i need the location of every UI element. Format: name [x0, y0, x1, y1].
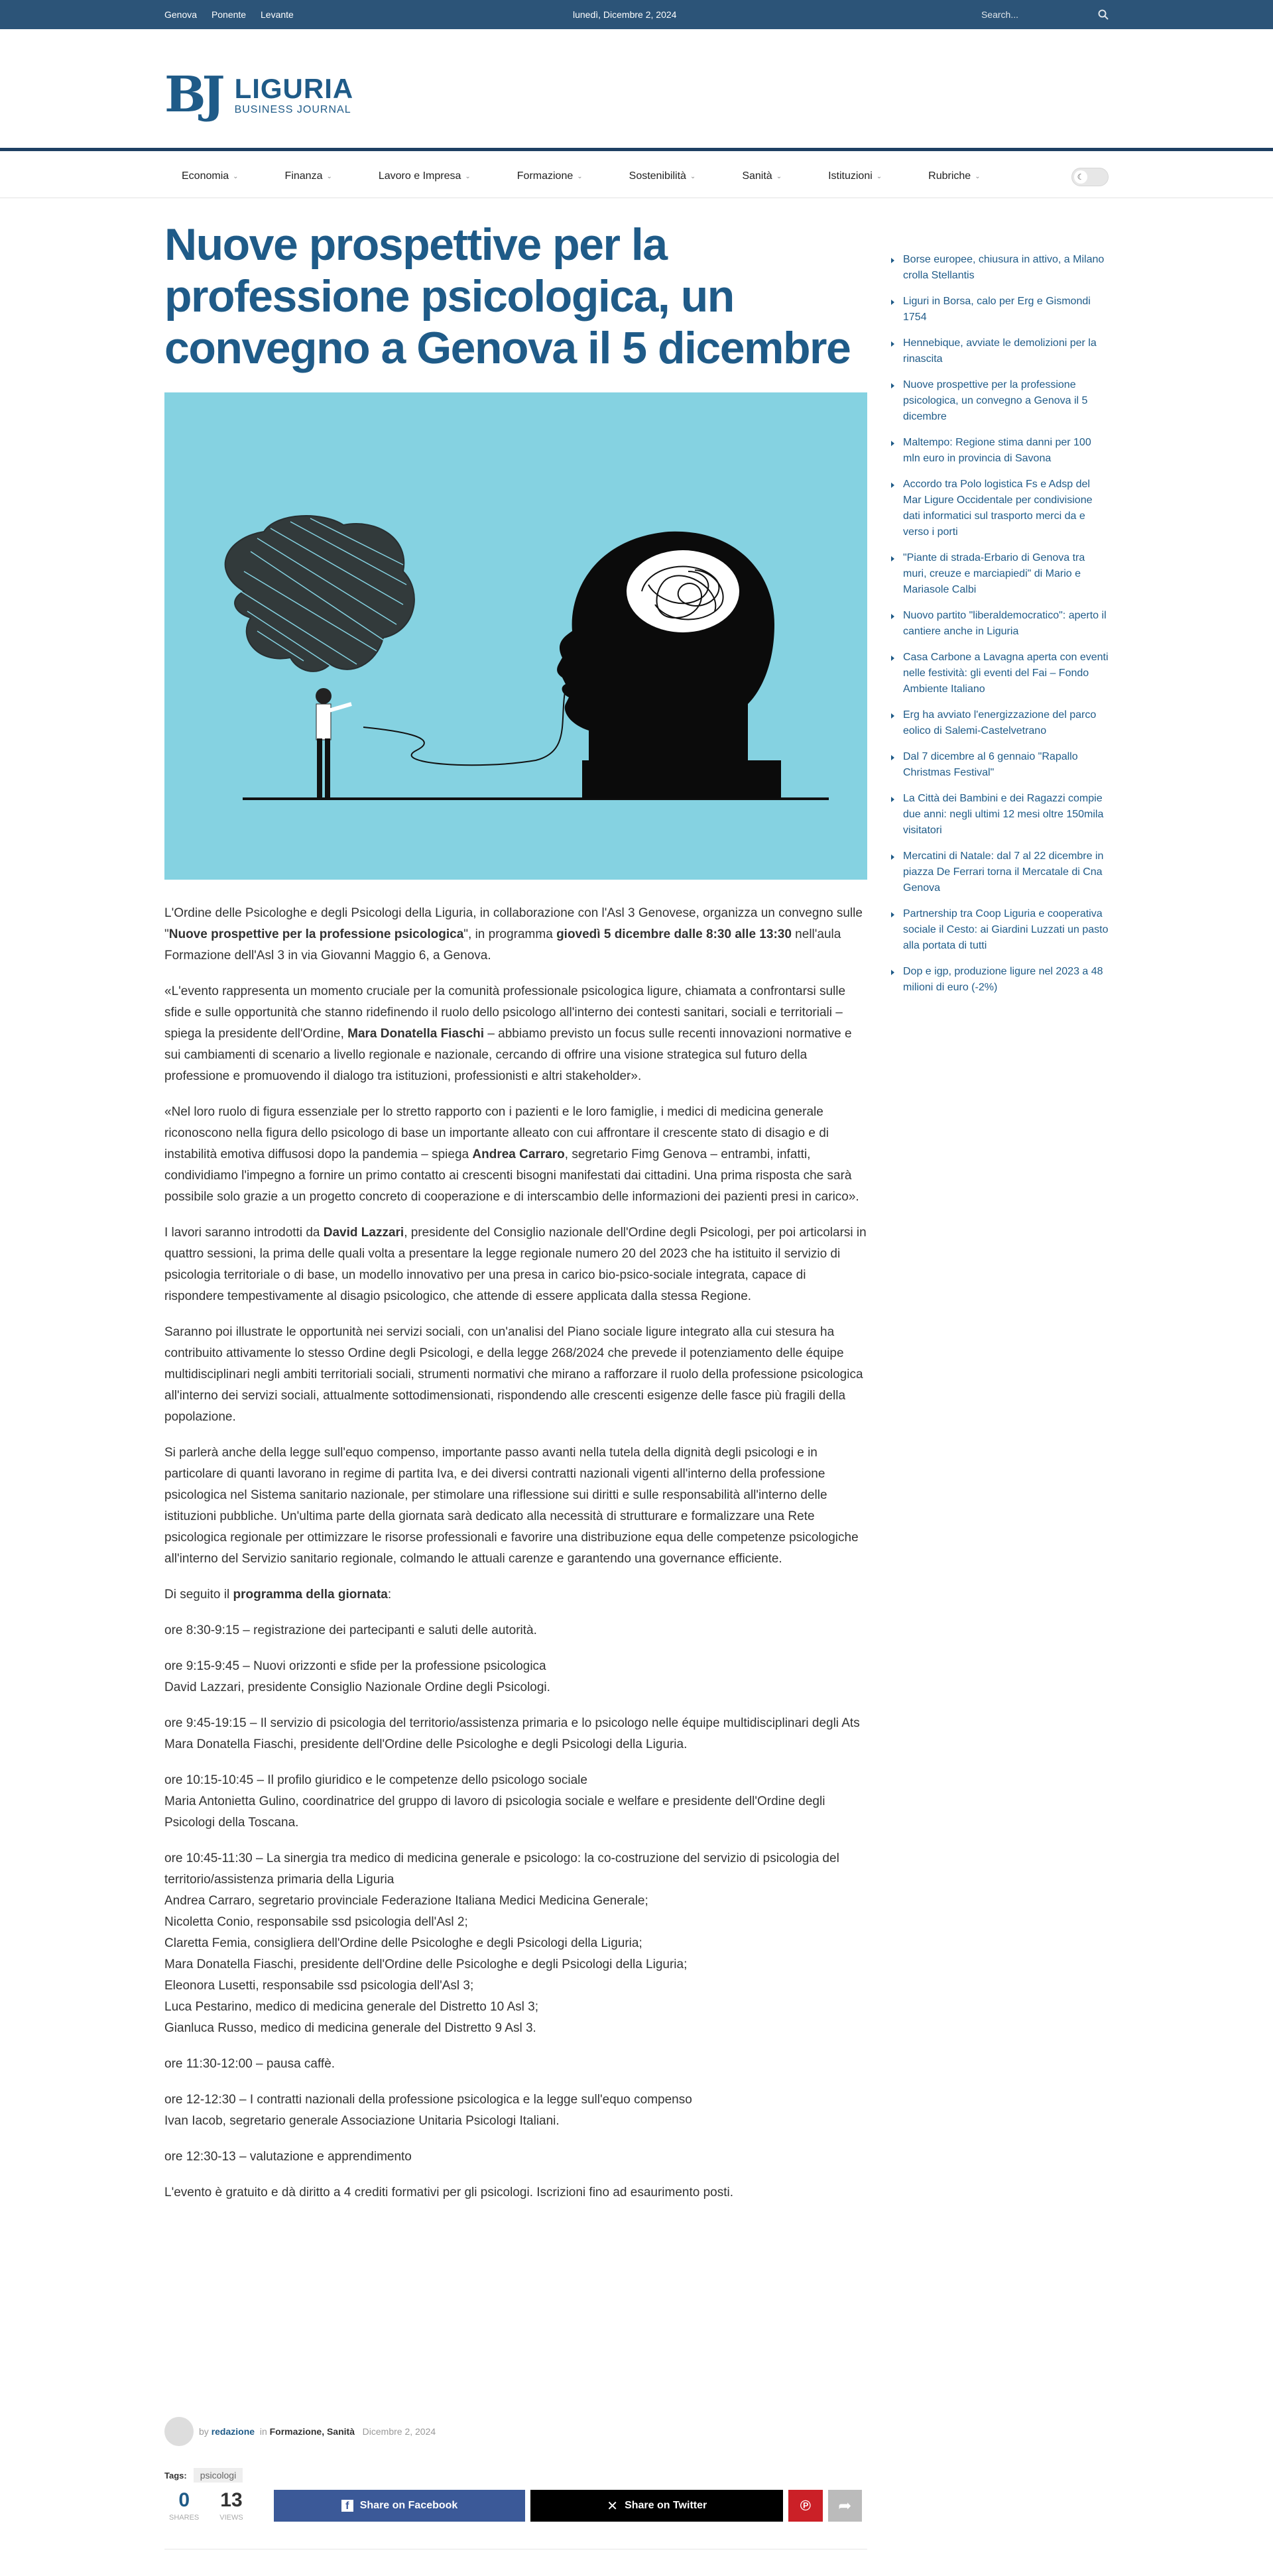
post-date: Dicembre 2, 2024 [362, 2426, 436, 2437]
avatar[interactable] [164, 2417, 194, 2446]
program-item: ore 9:45-19:15 – Il servizio di psicologia del territorio/assistenza primaria e lo psicologo nelle équipe multidisciplinari degli Ats Mara Donatella Fiaschi, presidente dell'Ordine delle Psicologhe e degli Psicologi della Liguria. [164, 1716, 860, 1751]
chevron-down-icon: ⌄ [577, 172, 583, 180]
search-input[interactable]: Search... [981, 9, 1018, 20]
nav-item-istituzioni[interactable]: Istituzioni ⌄ [828, 170, 882, 182]
sidebar-news-link[interactable]: Mercatini di Natale: dal 7 al 22 dicembre in piazza De Ferrari torna il Mercatale di Cna Genova [891, 849, 1109, 896]
nav-item-sanita[interactable]: Sanità ⌄ [742, 170, 782, 182]
nav-item-lavoro-impresa[interactable]: Lavoro e Impresa ⌄ [378, 170, 471, 182]
sidebar-news-link[interactable]: Casa Carbone a Lavagna aperta con eventi nelle festività: gli eventi del Fai – Fondo Ambiente Italiano [891, 650, 1109, 697]
sidebar-news-link[interactable]: Partnership tra Coop Liguria e cooperativa sociale il Cesto: ai Giardini Luzzati un pasto alla portata di tutti [891, 906, 1109, 954]
facebook-icon: f [341, 2500, 353, 2512]
sidebar-news-link[interactable]: Accordo tra Polo logistica Fs e Adsp del Mar Ligure Occidentale per condivisione dati informatici sul trasporto merci da e verso i porti [891, 477, 1109, 540]
program-item: ore 10:45-11:30 – La sinergia tra medico di medicina generale e psicologo: la co-costruzione del servizio di psicologia del territorio/assistenza primaria della Liguria Andrea Carraro, segretario provinciale Federazione Italiana Medici Medicina Generale; Nicoletta Conio, responsabile ssd psicologia dell'Asl 2; Claretta Femia, consigliera dell'Ordine delle Psicologhe e degli Psicologi della Liguria; Mara Donatella Fiaschi, presidente dell'Ordine delle Psicologhe e degli Psicologi della Liguria; Eleonora Lusetti, responsabile ssd psicologia dell'Asl 3; Luca Pestarino, medico di medicina generale del Distretto 10 Asl 3; Gianluca Russo, medico di medicina generale del Distretto 9 Asl 3. [164, 1851, 839, 2035]
program-item: ore 9:15-9:45 – Nuovi orizzonti e sfide per la professione psicologica David Lazzari, presidente Consiglio Nazionale Ordine degli Psicologi. [164, 1659, 550, 1694]
article [164, 219, 867, 2522]
program-item: ore 8:30-9:15 – registrazione dei partecipanti e saluti delle autorità. [164, 1623, 537, 1637]
chevron-down-icon: ⌄ [326, 172, 332, 180]
sidebar-news-link[interactable]: Borse europee, chiusura in attivo, a Milano crolla Stellantis [891, 252, 1109, 284]
program-item: ore 12:30-13 – valutazione e apprendimento [164, 2150, 412, 2164]
share-bar [164, 2488, 867, 2523]
paragraph: L'Ordine delle Psicologhe e degli Psicologi della Liguria, in collaborazione con l'Asl 3 Genovese, organizza un convegno sulle "Nuove prospettive per la professione psicologica", in programma giovedì 5 dicembre dalle 8:30 alle 13:30 nell'aula Formazione dell'Asl 3 in via Giovanni Maggio 6, a Genova. [164, 906, 863, 963]
nav-item-finanza[interactable]: Finanza ⌄ [284, 170, 332, 182]
sidebar-news-link[interactable]: Maltempo: Regione stima danni per 100 mln euro in provincia di Savona [891, 435, 1109, 467]
nav-item-sostenibilita[interactable]: Sostenibilità ⌄ [629, 170, 696, 182]
chevron-down-icon: ⌄ [975, 172, 981, 180]
sidebar-news-link[interactable]: Liguri in Borsa, calo per Erg e Gismondi 1754 [891, 294, 1109, 325]
logo-name: LIGURIA [234, 72, 354, 104]
main-nav [0, 154, 1273, 198]
pinterest-icon: ℗ [800, 2497, 811, 2514]
sidebar-news-link[interactable]: Dop e igp, produzione ligure nel 2023 a 48 milioni di euro (-2%) [891, 964, 1109, 996]
sidebar-news-link[interactable]: La Città dei Bambini e dei Ragazzi compie due anni: negli ultimi 12 mesi oltre 150mila visitatori [891, 791, 1109, 839]
program-item: ore 11:30-12:00 – pausa caffè. [164, 2057, 335, 2071]
search-icon[interactable] [1098, 9, 1109, 20]
nav-item-formazione[interactable]: Formazione ⌄ [516, 170, 583, 182]
hero-image [164, 392, 867, 880]
article-body [164, 903, 867, 2218]
current-date: lunedì, Dicembre 2, 2024 [573, 9, 677, 20]
top-link-levante[interactable]: Levante [261, 9, 294, 20]
dark-mode-toggle[interactable] [1071, 168, 1109, 186]
moon-icon: ☾ [1074, 170, 1087, 184]
sidebar-news-link[interactable]: "Piante di strada-Erbario di Genova tra muri, creuze e marciapiedi" di Mario e Mariasole Calbi [891, 550, 1109, 598]
psychology-illustration [164, 392, 867, 880]
author-link[interactable]: redazione [211, 2426, 255, 2437]
share-twitter-button[interactable]: ✕ Share on Twitter [530, 2490, 783, 2522]
top-search[interactable] [981, 9, 1109, 20]
share-facebook-button[interactable]: f Share on Facebook [274, 2490, 526, 2522]
closing-paragraph: L'evento è gratuito e dà diritto a 4 crediti formativi per gli psicologi. Iscrizioni fino ad esaurimento posti. [164, 2186, 734, 2199]
paragraph: I lavori saranno introdotti da David Lazzari, presidente del Consiglio nazionale dell'Ordine degli Psicologi, per poi articolarsi in quattro sessioni, la prima delle quali volta a presentare la legge regionale numero 20 del 2023 che ha istituito il servizio di psicologia territoriale o di base, un modello innovativo per una presa in carico bio-psico-sociale integrata, capace di rispondere tempestivamente al disagio psicologico, che attende di essere applicata dalla stessa Regione. [164, 1226, 867, 1303]
program-list [164, 1620, 867, 2168]
program-item: ore 10:15-10:45 – Il profilo giuridico e le competenze dello psicologo sociale Maria Antonietta Gulino, coordinatrice del gruppo di lavoro di psicologia sociale e welfare e presidente dell'Ordine degli Psicologi della Toscana. [164, 1773, 825, 1830]
category-links[interactable]: Formazione, Sanità [269, 2426, 355, 2437]
paragraph: «Nel loro ruolo di figura essenziale per lo stretto rapporto con i pazienti e le loro famiglie, i medici di medicina generale riconoscono nella figura dello psicologo di base un importante alleato con cui affrontare il crescente stato di disagio e di instabilità emotiva diffusosi dopo la pandemia – spiega Andrea Carraro, segretario Fimg Genova – entrambi, infatti, condividiamo l'impegno a fornire un primo contatto ai crescenti bisogni manifestati dai cittadini. Una prima risposta che sarà possibile solo grazie a un progetto concreto di cooperazione e di interscambio delle informazioni dei pazienti presi in carico». [164, 1105, 859, 1204]
chevron-down-icon: ⌄ [876, 172, 882, 180]
share-count: 0 SHARES [169, 2488, 200, 2522]
paragraph: Si parlerà anche della legge sull'equo compenso, importante passo avanti nella tutela della dignità degli psicologi e in particolare di quanti lavorano in regime di partita Iva, e dei diversi contratti nazionali vigenti all'interno della professione psicologica nel Sistema sanitario nazionale, per stimolare una riflessione sui diritti e sulle responsabilità all'interno delle istituzioni pubbliche. Un'ultima parte della giornata sarà dedicato alla necessità di strutturare e formalizzare una Rete psicologica regionale per ottimizzare le risorse professionali e favorire una distribuzione equa delle competenze psicologiche all'interno del Servizio sanitario regionale, colmando le attuali carenze e garantendo una governance efficiente. [164, 1446, 859, 1566]
top-bar [0, 0, 1273, 29]
site-logo[interactable] [164, 66, 353, 123]
nav-item-rubriche[interactable]: Rubriche ⌄ [928, 170, 981, 182]
view-count: 13 VIEWS [219, 2488, 243, 2522]
tag-psicologi[interactable]: psicologi [194, 2468, 243, 2483]
site-header [0, 29, 1273, 151]
chevron-down-icon: ⌄ [776, 172, 782, 180]
share-pinterest-button[interactable] [788, 2490, 822, 2522]
x-icon: ✕ [607, 2498, 619, 2514]
sidebar-news-link[interactable]: Dal 7 dicembre al 6 gennaio "Rapallo Christmas Festival" [891, 749, 1109, 781]
share-icon: ➦ [838, 2496, 852, 2515]
sidebar-news-link[interactable]: Hennebique, avviate le demolizioni per la rinascita [891, 335, 1109, 367]
post-meta: by redazione in Formazione, Sanità Dicembre 2, 2024 [164, 2417, 436, 2446]
sidebar-news-link[interactable]: Erg ha avviato l'energizzazione del parco eolico di Salemi-Castelvetrano [891, 707, 1109, 739]
paragraph: Saranno poi illustrate le opportunità nei servizi sociali, con un'analisi del Piano sociale ligure integrato alla cui stesura ha contribuito attivamente lo stesso Ordine degli Psicologi, e della legge 268/2024 che prevede il potenziamento delle équipe multidisciplinari negli ambiti territoriali sociali, strumenti normativi che mirano a rafforzare il ruolo della professione psicologica all'interno dei servizi sociali, attualmente sottodimensionati, rispondendo alle crescenti esigenze delle fasce più fragili della popolazione. [164, 1325, 863, 1424]
chevron-down-icon: ⌄ [690, 172, 696, 180]
tags: Tags: psicologi [164, 2468, 243, 2483]
paragraph: Di seguito il programma della giornata: [164, 1588, 392, 1602]
sidebar-latest-news [891, 252, 1109, 1006]
top-links [164, 9, 306, 20]
sidebar-news-link[interactable]: Nuove prospettive per la professione psicologica, un convegno a Genova il 5 dicembre [891, 377, 1109, 425]
share-more-button[interactable] [828, 2490, 862, 2522]
sidebar-news-link[interactable]: Nuovo partito "liberaldemocratico": aperto il cantiere anche in Liguria [891, 608, 1109, 640]
logo-tagline: BUSINESS JOURNAL [234, 103, 351, 115]
paragraph: «L'evento rappresenta un momento cruciale per la comunità professionale psicologica ligure, chiamata a confrontarsi sulle sfide e sulle opportunità che stanno ridefinendo il ruolo dello psicologo all'interno dei contesti sanitari, sociali e territoriali – spiega la presidente dell'Ordine, Mara Donatella Fiaschi – abbiamo previsto un focus sulle recenti innovazioni normative e sui cambiamenti di scenario a livello regionale e nazionale, cercando di offrire una visione strategica sul futuro della professione e promuovendo il dialogo tra istituzioni, professionisti e altri stakeholder». [164, 984, 852, 1083]
chevron-down-icon: ⌄ [465, 172, 471, 180]
article-title: Nuove prospettive per la professione psicologica, un convegno a Genova il 5 dicembre [164, 219, 851, 373]
top-link-genova[interactable]: Genova [164, 9, 198, 20]
nav-item-economia[interactable]: Economia ⌄ [182, 170, 239, 182]
top-link-ponente[interactable]: Ponente [211, 9, 247, 20]
program-item: ore 12-12:30 – I contratti nazionali della professione psicologica e la legge sull'equo compenso Ivan Iacob, segretario generale Associazione Unitaria Psicologi Italiani. [164, 2093, 692, 2128]
chevron-down-icon: ⌄ [233, 172, 239, 180]
logo-mark: BJ [164, 66, 221, 123]
